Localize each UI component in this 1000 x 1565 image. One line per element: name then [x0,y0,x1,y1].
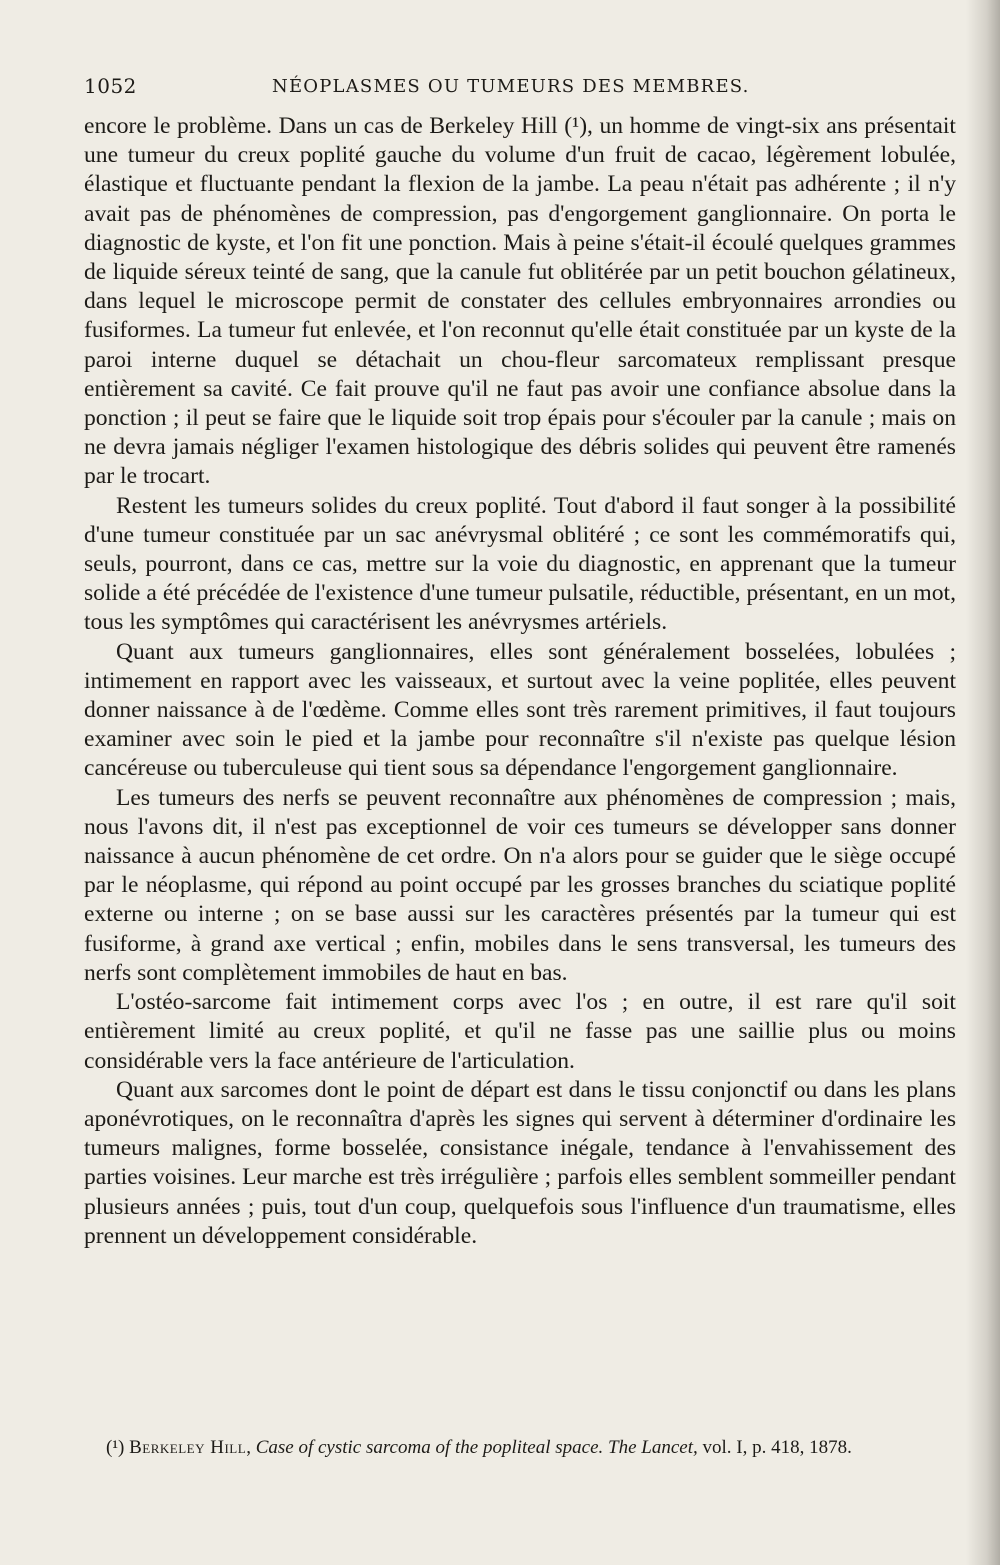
paragraph-5: L'ostéo-sarcome fait intimement corps avec l'os ; en outre, il est rare qu'il soit entièrement limité au creux poplité, et qu'il ne fasse pas une saillie plus ou moins considérable vers la face antérieure de l'articulation. [84,989,956,1074]
footnote [84,1436,956,1460]
paragraph-4: Les tumeurs des nerfs se peuvent reconnaître aux phénomènes de compression ; mais, nous l'avons dit, il n'est pas exceptionnel de voir ces tumeurs se développer sans donner naissance à aucun phénomène de cet ordre. On n'a alors pour se guider que le siège occupé par le néoplasme, qui répond au point occupé par les grosses branches du sciatique poplité externe ou interne ; on se base aussi sur les caractères présentés par la tumeur qui est fusiforme, à grand axe vertical ; enfin, mobiles dans le sens transversal, les tumeurs des nerfs sont complètement immobiles de haut en bas. [84,784,956,986]
page-header [84,74,964,104]
paragraph-6: Quant aux sarcomes dont le point de départ est dans le tissu conjonctif ou dans les plans aponévrotiques, on le reconnaîtra d'après les signes qui servent à déterminer d'ordinaire les tumeurs malignes, forme bosselée, consistance inégale, tendance à l'envahissement des parties voisines. Leur marche est très irrégulière ; parfois elles semblent sommeiller pendant plusieurs années ; puis, tout d'un coup, quelquefois sous l'influence d'un traumatisme, elles prennent un développement considérable. [84,1076,956,1249]
page-edge-shadow [966,0,1000,1565]
running-title: NÉOPLASMES OU TUMEURS DES MEMBRES. [272,76,750,97]
footnote-details: vol. I, p. 418, 1878. [702,1437,852,1458]
paragraph-3: Quant aux tumeurs ganglionnaires, elles sont généralement bosselées, lobulées ; intimement en rapport avec les vaisseaux, et surtout avec la veine poplitée, elles peuvent donner naissance à de l'œdème. Comme elles sont très rarement primitives, il faut toujours examiner avec soin le pied et la jambe pour reconnaître s'il n'existe pas quelque lésion cancéreuse ou tuberculeuse qui tient sous sa dépendance l'engorgement ganglionnaire. [84,638,956,782]
footnote-journal: The Lancet, [608,1437,698,1458]
footnote-text: (¹) Berkeley Hill, Case of cystic sarcoma of the popliteal space. The Lancet, vol. I, p. 418, 1878. [106,1437,852,1458]
footnote-author: Berkeley Hill [129,1437,247,1458]
footnote-title: Case of cystic sarcoma of the popliteal space. [255,1437,604,1458]
paragraph-1: encore le problème. Dans un cas de Berkeley Hill (¹), un homme de vingt-six ans présentait une tumeur du creux poplité gauche du volume d'un fruit de cacao, légèrement lobulée, élastique et fluctuante pendant la flexion de la jambe. La peau n'était pas adhérente ; il n'y avait pas de phénomènes de compression, pas d'engorgement ganglionnaire. On porta le diagnostic de kyste, et l'on fit une ponction. Mais à peine s'était-il écoulé quelques grammes de liquide séreux teinté de sang, que la canule fut oblitérée par un petit bouchon gélatineux, dans lequel le microscope permit de constater des cellules embryonnaires arrondies ou fusiformes. La tumeur fut enlevée, et l'on reconnut qu'elle était constituée par un kyste de la paroi interne duquel se détachait un chou-fleur sarcomateux remplissant presque entièrement sa cavité. Ce fait prouve qu'il ne faut pas avoir une confiance absolue dans la ponction ; il peut se faire que le liquide soit trop épais pour s'écouler par la canule ; mais on ne devra jamais négliger l'examen histologique des débris solides qui peuvent être ramenés par le trocart. [84,113,956,490]
body-text [84,112,956,1251]
paragraph-2: Restent les tumeurs solides du creux poplité. Tout d'abord il faut songer à la possibilité d'une tumeur constituée par un sac anévrysmal oblitéré ; ce sont les commémoratifs qui, seuls, pourront, dans ce cas, mettre sur la voie du diagnostic, en apprenant que la tumeur solide a été précédée de l'existence d'une tumeur pulsatile, réductible, présentant, en un mot, tous les symptômes qui caractérisent les anévrysmes artériels. [84,492,956,636]
footnote-marker: (¹) [106,1437,125,1458]
page-number: 1052 [84,74,137,98]
